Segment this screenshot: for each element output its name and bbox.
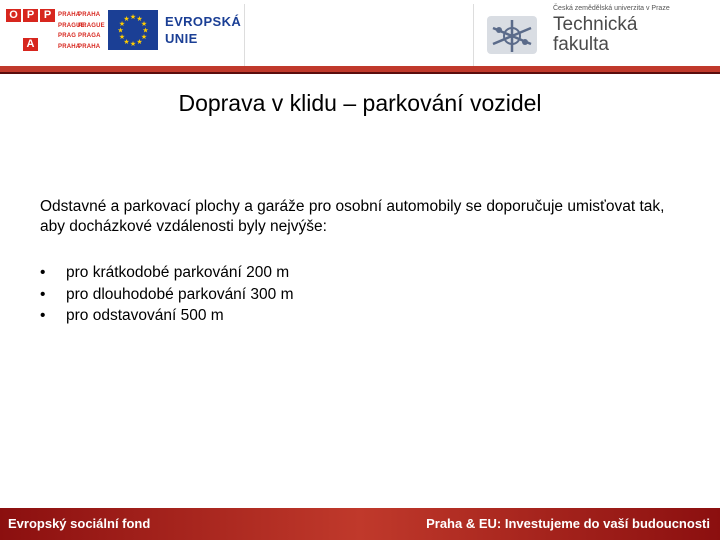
praha-logo-text: PRAGUE [78,22,105,29]
technicka-fakulta-emblem-icon [485,8,539,58]
praha-logo-text: PRAHA [58,43,81,50]
bullet-list [40,262,680,327]
opp-logo-space [6,24,21,51]
svg-text:★: ★ [136,15,143,23]
praha-logo-text: PRAG [58,33,77,39]
eu-logo-text [165,13,241,47]
footer-slogan: Praha & EU: Investujeme do vaší budoucnosti [426,516,710,531]
opp-logo [6,9,56,51]
list-item-text: pro dlouhodobé parkování 300 m [66,285,294,303]
svg-text:★: ★ [129,13,137,21]
svg-text:★: ★ [129,40,137,48]
opp-logo-gap [23,24,38,37]
praha-logo-text: PRAHA [78,43,101,50]
header-bar [0,0,720,66]
praha-logo-text: PRAGUE [58,22,85,29]
opp-logo-letter: A [23,38,38,51]
svg-text:★: ★ [136,38,143,46]
opp-logo-letter: P [23,9,38,22]
slide-paragraph: Odstavné a parkovací plochy a garáže pro osobní automobily se doporučuje umisťovat tak, aby docházkové vzdálenosti byly nejvýše: [40,198,665,235]
praha-logo-text: PRAGA [78,33,101,39]
svg-text:★: ★ [117,26,124,35]
list-item-text: pro krátkodobé parkování 200 m [66,264,290,281]
footer-fund-label: Evropský sociální fond [8,516,151,531]
opp-logo-letter: P [40,9,55,22]
eu-logo-line2: UNIE [165,31,198,46]
praha-logo [58,10,105,52]
slide-title: Doprava v klidu – parkování vozidel [178,90,542,116]
praha-logo-text: PRAHA [58,12,81,18]
tf-logo-name [553,15,638,55]
eu-logo-line1: EVROPSKÁ [165,14,242,29]
svg-text:★: ★ [123,15,130,23]
svg-text:★: ★ [123,38,130,46]
opp-logo-letter: O [6,9,21,22]
list-item [40,305,680,327]
eu-flag-icon [108,10,158,50]
praha-logo-text: PRAHA [78,12,101,18]
header-blank-panel [244,4,474,66]
svg-text:★: ★ [118,33,126,41]
list-item [40,262,680,284]
bullet-icon: • [40,307,46,324]
tf-logo-university: Česká zemědělská univerzita v Praze [553,5,670,12]
svg-text:★: ★ [140,20,148,28]
list-item [40,284,680,306]
tf-logo-line1: Technická [553,14,638,35]
footer-bar [0,508,720,540]
svg-text:★: ★ [142,26,149,35]
bullet-icon: • [40,285,46,303]
bullet-icon: • [40,264,46,281]
tf-logo-line2: fakulta [553,34,609,55]
svg-text:★: ★ [118,20,126,28]
header-dark-rule [0,72,720,74]
svg-text:★: ★ [140,33,148,41]
list-item-text: pro odstavování 500 m [66,307,224,324]
